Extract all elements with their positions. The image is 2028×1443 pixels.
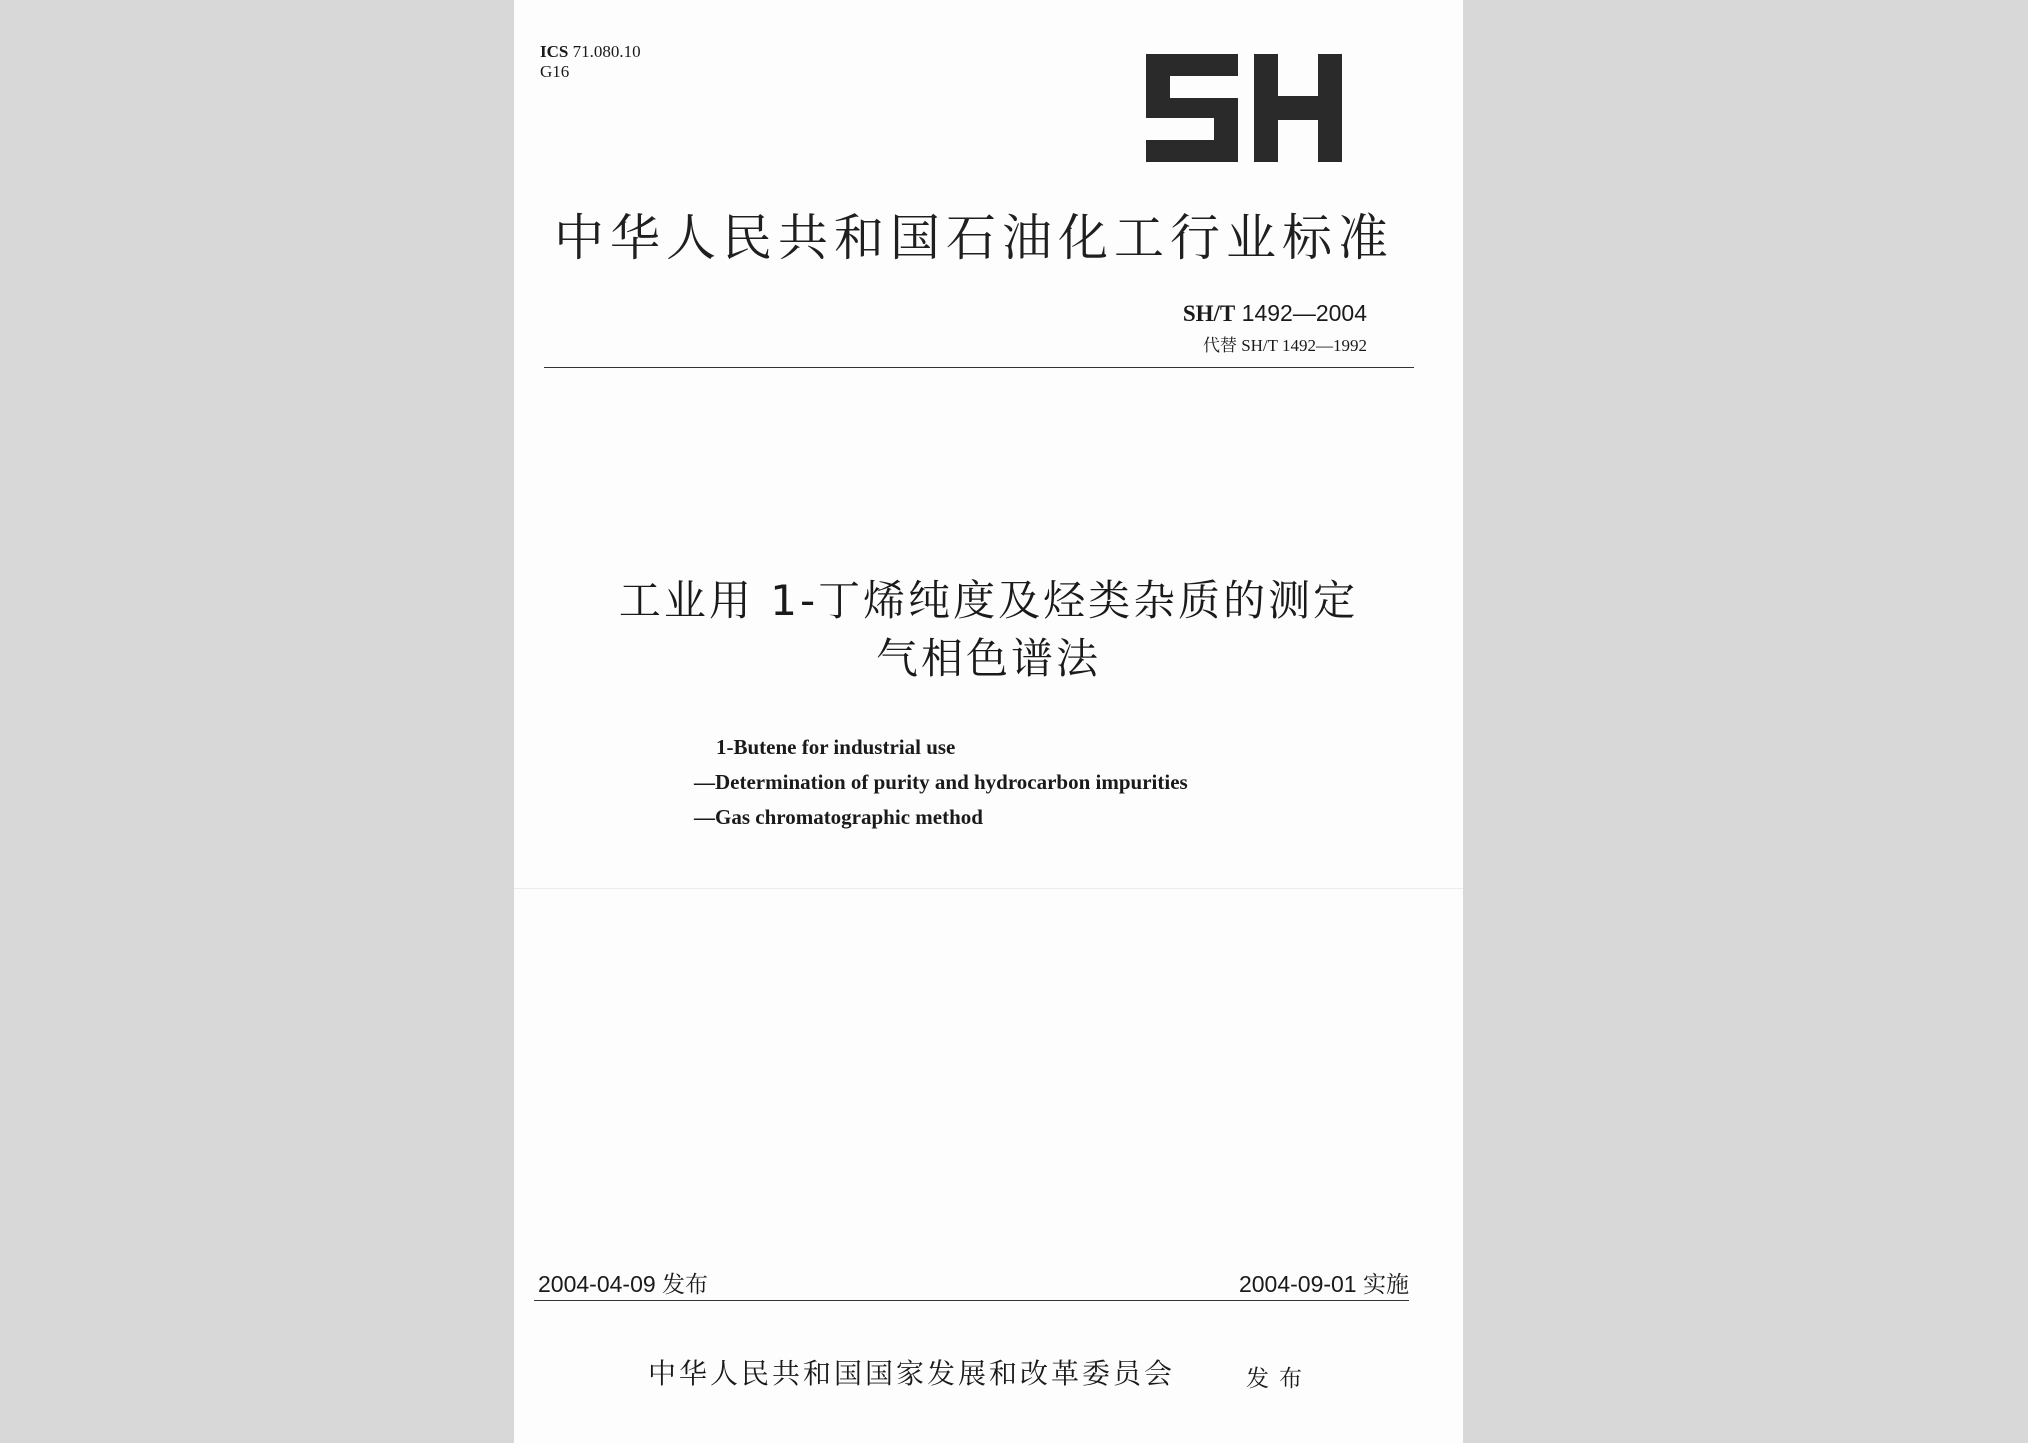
issue-label: 发布	[1246, 1366, 1312, 1392]
sh-logo	[1140, 46, 1350, 170]
ics-label: ICS	[540, 42, 569, 61]
standard-code: 1492—2004	[1241, 300, 1367, 326]
chinese-title	[514, 572, 1463, 688]
ics-number: 71.080.10	[572, 42, 641, 61]
chinese-title-line-2: 气相色谱法	[875, 634, 1101, 683]
chinese-title-line-1: 工业用 1-丁烯纯度及烃类杂质的测定	[618, 576, 1359, 625]
scan-artifact-line	[514, 888, 1463, 889]
header-divider	[544, 367, 1414, 368]
english-title-line-3: —Gas chromatographic method	[694, 805, 983, 829]
standard-number	[1183, 300, 1367, 327]
classification-codes	[540, 42, 641, 82]
ccs-code: G16	[540, 62, 570, 81]
standard-prefix: SH/T	[1182, 301, 1236, 326]
issuer-name: 中华人民共和国国家发展和改革委员会	[648, 1357, 1176, 1390]
footer-divider	[534, 1300, 1409, 1301]
publication-date: 2004-04-09 发布	[538, 1271, 709, 1297]
effective-date: 2004-09-01 实施	[1238, 1271, 1409, 1297]
english-title-line-1: 1-Butene for industrial use	[716, 735, 956, 759]
english-title	[694, 730, 1188, 835]
document-page	[514, 0, 1463, 1443]
replaces-standard: 代替 SH/T 1492—1992	[1202, 336, 1367, 355]
issuing-body-title: 中华人民共和国石油化工行业标准	[554, 209, 1394, 267]
english-title-line-2: —Determination of purity and hydrocarbon impurities	[694, 770, 1188, 794]
ics-code	[540, 42, 641, 62]
